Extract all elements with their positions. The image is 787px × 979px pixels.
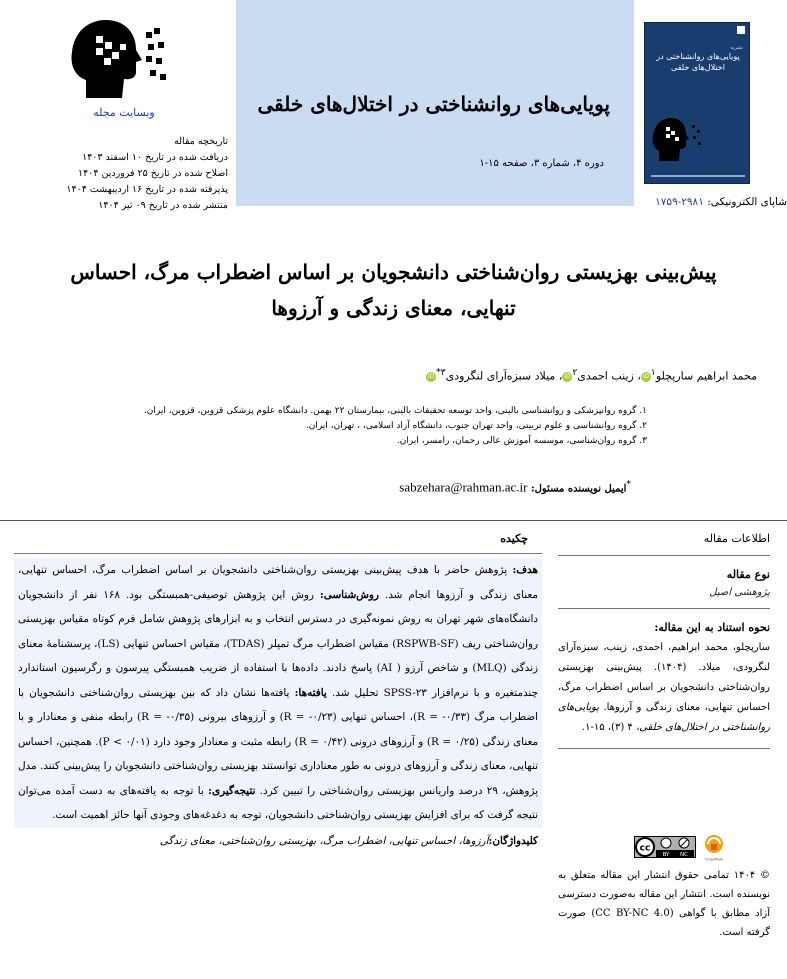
article-title bbox=[30, 254, 757, 326]
citation-text bbox=[558, 638, 770, 738]
header-left bbox=[18, 8, 230, 218]
header-right bbox=[640, 22, 787, 222]
section-divider bbox=[0, 520, 787, 521]
journal-header bbox=[0, 0, 787, 222]
conclusion-label: نتیجه‌گیری: bbox=[208, 784, 256, 797]
issn-label: شاپای الکترونیکی: bbox=[707, 196, 787, 208]
goal-label: هدف: bbox=[512, 564, 538, 576]
author-list: محمد ابراهیم سارپچلو$^۱$iD، زینب احمدی$^۲$iD، میلاد سبزه‌آرای لنگرودی$^{۳*}$iD bbox=[427, 367, 757, 383]
head-puzzle-icon bbox=[66, 14, 176, 100]
article-info-heading: اطلاعات مقاله bbox=[558, 532, 770, 556]
cover-head-icon bbox=[651, 115, 705, 161]
article-title-line-1: پیش‌بینی بهزیستی روان‌شناختی دانشجویان بر اساس اضطراب مرگ، احساس bbox=[70, 260, 717, 284]
cover-corner-mark bbox=[737, 26, 745, 34]
history-published: منتشر شده در تاریخ ۰۹ تیر ۱۴۰۴ bbox=[98, 200, 228, 211]
affiliation-item: ۲. گروه روانشناسی و علوم تربیتی، واحد تهران جنوب، دانشگاه آزاد اسلامی، ، تهران، ایران. bbox=[305, 421, 647, 431]
email-address[interactable]: sabzehara@rahman.ac.ir bbox=[399, 479, 528, 495]
history-accepted: پذیرفته شده در تاریخ ۱۶ اردیبهشت ۱۴۰۴ bbox=[66, 184, 228, 195]
author-name: محمد ابراهیم سارپچلو bbox=[655, 369, 757, 383]
cover-footer-line bbox=[651, 175, 745, 177]
article-history bbox=[18, 134, 228, 214]
badge-crossmark-text: CrossMark bbox=[704, 857, 724, 862]
issn-value[interactable]: ۲۹۸۱-۱۷۵۹ bbox=[655, 196, 704, 208]
corresponding-star: * bbox=[626, 479, 631, 490]
method-text: روش این پژوهش توصیفی-همبستگی بود. ۱۶۸ نفر از دانشجویان دانشگاه‌های شهر تهران به روش نمونه‌گیری در دسترس انتخاب و به ابزارهای پژوهش شامل فرم کوتاه مقیاس بهزیستی روان‌شناختی ریف (RSPWB-SF) مقیاس اضطراب مرگ تمپلر (TDAS)، مقیاس احساس تنهایی (LS)، پرسشنامهٔ معنای زندگی (MLQ) و شاخص آرزو ( AI) پاسخ دادند. داده‌ها با استفاده از ضریب همبستگی پیرسون و رگرسیون استاندارد چندمتغیره و با نرم‌افزار SPSS-۲۳ تحلیل شد. bbox=[18, 588, 539, 699]
author-affiliation-index: ۳* bbox=[436, 367, 446, 378]
abstract-section bbox=[14, 532, 542, 852]
affiliation-item: ۳. گروه روان‌شناسی، موسسه آموزش عالی رحمان، رامسر، ایران. bbox=[396, 436, 647, 446]
license-badges bbox=[634, 832, 730, 862]
citation-tail: ۴ (۳)، ۱۵-۱. bbox=[581, 722, 633, 733]
issn bbox=[640, 196, 787, 208]
article-info-sidebar bbox=[558, 532, 770, 749]
cc-by-nc-icon[interactable] bbox=[634, 832, 730, 862]
findings-label: یافته‌ها: bbox=[294, 686, 327, 699]
history-heading: تاریخچه مقاله bbox=[174, 136, 228, 147]
journal-issue: دوره ۴، شماره ۳، صفحه ۱۵-۱ bbox=[479, 158, 604, 169]
corresponding-email bbox=[399, 479, 631, 496]
badge-by-text: BY bbox=[662, 852, 670, 858]
cover-title: پویایی‌های روانشناختی در اختلال‌های خلقی bbox=[656, 52, 740, 72]
cover-tab: نشریه bbox=[730, 45, 743, 51]
journal-title-band bbox=[236, 0, 634, 206]
orcid-icon[interactable]: iD bbox=[427, 372, 435, 380]
author-affiliation-index: ۱ bbox=[650, 367, 656, 378]
method-label: روش‌شناسی: bbox=[319, 588, 379, 601]
citation-journal: پویایی‌های روانشناختی در اختلال‌های خلقی، bbox=[558, 702, 770, 733]
license-tail: صورت گرفته است. bbox=[558, 908, 770, 938]
email-label: ایمیل نویسنده مسئول: bbox=[530, 483, 627, 495]
abstract-heading: چکیده bbox=[14, 532, 542, 554]
affiliations bbox=[144, 404, 647, 449]
keywords-text: آرزوها، احساس تنهایی، اضطراب مرگ، بهزیستی روان‌شناختی، معنای زندگی bbox=[159, 834, 489, 847]
sidebar-divider bbox=[558, 748, 770, 749]
sidebar-divider bbox=[558, 608, 770, 609]
article-title-line-2: تنهایی، معنای زندگی و آرزوها bbox=[271, 296, 516, 320]
citation-body: سارپچلو، محمد ابراهیم، احمدی، زینب، سبزه‌آرای لنگرودی، میلاد. (۱۴۰۴). پیش‌بینی بهزیستی روان‌شناختی دانشجویان بر اساس اضطراب مرگ، احساس تنهایی، معنای زندگی و آرزوها. bbox=[558, 642, 770, 713]
journal-website-link[interactable]: وبسایت مجله bbox=[93, 106, 155, 119]
badge-nc-text: NC bbox=[680, 852, 688, 858]
author-affiliation-index: ۲ bbox=[572, 367, 578, 378]
license-code[interactable]: (CC BY-NC 4.0) bbox=[591, 908, 674, 919]
citation-label: نحوه استناد به این مقاله: bbox=[654, 621, 770, 634]
history-revised: اصلاح شده در تاریخ ۲۵ فروردین ۱۴۰۴ bbox=[78, 168, 228, 179]
orcid-icon[interactable]: iD bbox=[642, 372, 650, 380]
keywords-label: کلیدواژگان: bbox=[488, 834, 538, 847]
license-body: © ۱۴۰۴ تمامی حقوق انتشار این مقاله متعلق به نویسنده است. انتشار این مقاله به‌صورت دسترسی آزاد مطابق با گواهی bbox=[558, 870, 770, 919]
affiliation-item: ۱. گروه روانپزشکی و روانشناسی بالینی، واحد توسعه تحقیقات بالینی، بیمارستان ۲۲ بهمن. دانشگاه علوم پزشکی قزوین، قزوین، ایران. bbox=[143, 406, 647, 416]
goal-text: پژوهش حاضر با هدف پیش‌بینی بهزیستی روان‌شناختی دانشجویان بر اساس اضطراب مرگ، احساس تنهایی، معنای زندگی و آرزوها انجام شد. bbox=[18, 564, 538, 601]
findings-text: یافته‌ها نشان داد که بین بهزیستی روان‌شناختی دانشجویان با اضطراب مرگ (۰/۳۳- = R)، احساس تنهایی (۰/۲۳- = R) و آرزوهای بیرونی (۰/۳۵- = R) رابطه منفی و معنادار و با معنای زندگی (۰/۲۵ = R) و آرزوهای درونی (۰/۴۲ = R) رابطه مثبت و معنادار وجود دارد (P < ۰/۰۱). همچنین، احساس تنهایی، معنای زندگی و آرزوهای درونی به طور معناداری توانستند بهزیستی روان‌شناختی دانشجویان را پیش‌بینی کنند. مدل پژوهش، ۲۹ درصد واریانس بهزیستی روان‌شناختی را تبیین کرد. bbox=[18, 686, 539, 797]
author-name: زینب احمدی bbox=[577, 369, 634, 383]
history-received: دریافت شده در تاریخ ۱۰ اسفند ۱۴۰۳ bbox=[82, 152, 228, 163]
license-text bbox=[558, 866, 770, 942]
abstract-body bbox=[14, 558, 542, 828]
badge-cc-text: cc bbox=[639, 843, 651, 854]
article-type-value: پژوهشی اصیل bbox=[709, 587, 770, 598]
author-name: میلاد سبزه‌آرای لنگرودی bbox=[445, 369, 556, 383]
article-type-label: نوع مقاله bbox=[726, 568, 770, 581]
conclusion-text: با توجه به یافته‌های به دست آمده می‌توان نتیجه گرفت که برای افزایش بهزیستی روان‌شناختی دانشجویان، توجه به دغدغه‌های وجودی آنها حائز اهمیت است. bbox=[18, 784, 538, 821]
journal-cover bbox=[644, 22, 750, 184]
orcid-icon[interactable]: iD bbox=[564, 372, 571, 380]
journal-logo bbox=[66, 14, 176, 100]
journal-title: پویایی‌های روانشناختی در اختلال‌های خلقی bbox=[257, 92, 610, 116]
keywords bbox=[14, 830, 542, 852]
